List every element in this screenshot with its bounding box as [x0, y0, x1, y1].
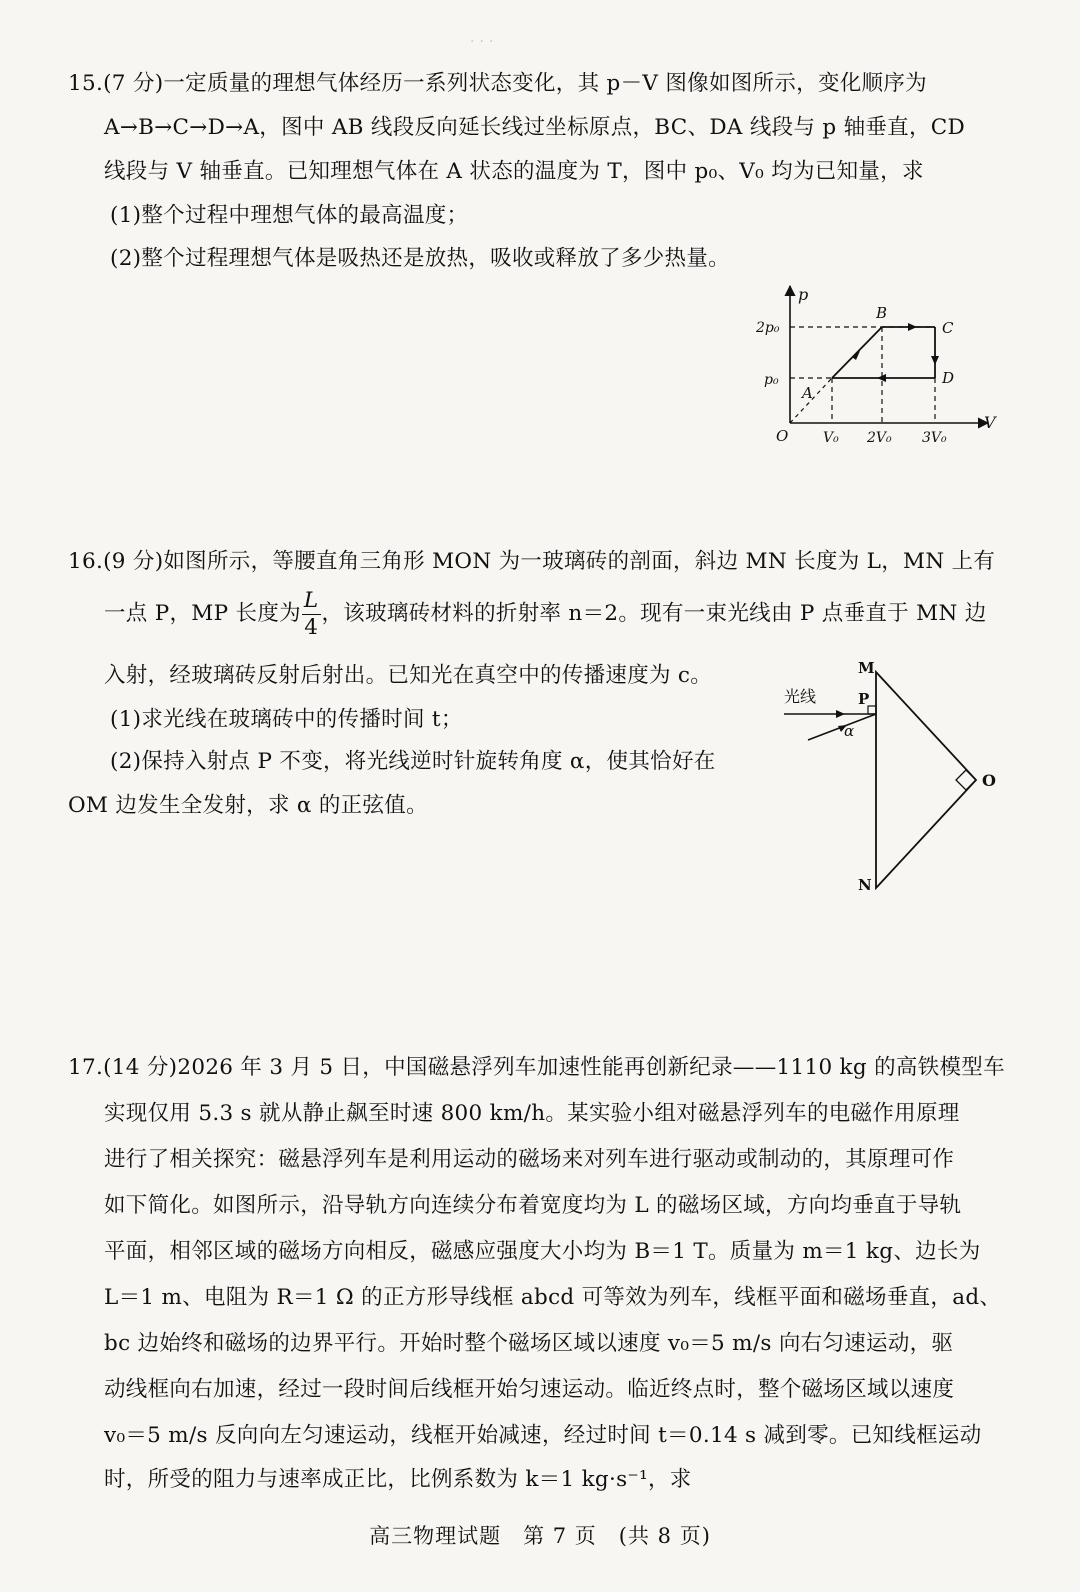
q16-line-6: OM 边发生全发射，求 α 的正弦值。 [68, 793, 428, 818]
tick-2p0: 2p₀ [756, 320, 780, 336]
q17-line-4: 如下简化。如图所示，沿导轨方向连续分布着宽度均为 L 的磁场区域，方向均垂直于导轨 [104, 1193, 962, 1218]
triangle-mon [876, 672, 976, 888]
q16-line-2-suffix: ，该玻璃砖材料的折射率 n＝2。现有一束光线由 P 点垂直于 MN 边 [321, 601, 987, 626]
q17-line-3: 进行了相关探究：磁悬浮列车是利用运动的磁场来对列车进行驱动或制动的，其原理可作 [104, 1147, 955, 1172]
q15-line-1: 15.(7 分)一定质量的理想气体经历一系列状态变化，其 p－V 图像如图所示，变化顺序为 [68, 71, 927, 96]
q16-subquestion-1: (1)求光线在玻璃砖中的传播时间 t； [110, 707, 463, 732]
q17-line-10: 时，所受的阻力与速率成正比，比例系数为 k＝1 kg·s⁻¹，求 [104, 1467, 692, 1492]
right-angle-mark-o [956, 770, 976, 790]
q16-line-1: 16.(9 分)如图所示，等腰直角三角形 MON 为一玻璃砖的剖面，斜边 MN 长度为 L，MN 上有 [68, 549, 996, 574]
incident-ray-arrow [836, 710, 845, 718]
prism-diagram [780, 658, 1020, 908]
segment-ab [832, 327, 882, 378]
q17-line-5: 平面，相邻区域的磁场方向相反，磁感应强度大小均为 B＝1 T。质量为 m＝1 kg、边长为 [104, 1239, 981, 1264]
arrow-cd [931, 356, 939, 365]
fraction-l-over-4 [302, 590, 321, 638]
axis-label-p: p [798, 285, 809, 304]
page-footer: 高三物理试题 第 7 页 (共 8 页) [369, 1524, 711, 1548]
point-label-d: D [942, 369, 955, 387]
q16-line-3: 入射，经玻璃砖反射后射出。已知光在真空中的传播速度为 c。 [104, 663, 713, 688]
label-alpha: α [844, 722, 855, 740]
q15-subquestion-1: (1)整个过程中理想气体的最高温度； [110, 203, 469, 228]
q15-line-2: A→B→C→D→A，图中 AB 线段反向延长线过坐标原点，BC、DA 线段与 p 轴垂直，CD [104, 115, 966, 140]
q15-subquestion-2: (2)整个过程理想气体是吸热还是放热，吸收或释放了多少热量。 [110, 246, 730, 271]
fraction-denominator: 4 [304, 614, 319, 640]
tick-v0: V₀ [823, 430, 839, 446]
q17-line-9: v₀＝5 m/s 反向向左匀速运动，线框开始减速，经过时间 t＝0.14 s 减到零。已知线框运动 [104, 1423, 982, 1448]
fraction-numerator: L [303, 588, 319, 613]
origin-label: O [776, 427, 789, 445]
arrow-bc [908, 323, 917, 331]
tick-p0: p₀ [764, 372, 779, 388]
tick-3v0: 3V₀ [922, 430, 947, 446]
q17-line-1: 17.(14 分)2026 年 3 月 5 日，中国磁悬浮列车加速性能再创新纪录——1110 kg 的高铁模型车 [68, 1055, 1005, 1080]
point-label-b: B [876, 304, 888, 322]
label-o: O [982, 771, 996, 790]
point-label-c: C [942, 319, 954, 337]
q16-line-2 [104, 590, 987, 638]
q17-line-8: 动线框向右加速，经过一段时间后线框开始匀速运动。临近终点时，整个磁场区域以速度 [104, 1377, 955, 1402]
q17-line-2: 实现仅用 5.3 s 就从静止飙至时速 800 km/h。某实验小组对磁悬浮列车的电磁作用原理 [104, 1101, 960, 1126]
q16-subquestion-2: (2)保持入射点 P 不变，将光线逆时针旋转角度 α，使其恰好在 [110, 749, 716, 774]
label-light: 光线 [784, 687, 817, 706]
q16-line-2-prefix: 一点 P，MP 长度为 [104, 601, 301, 626]
q17-line-6: L＝1 m、电阻为 R＝1 Ω 的正方形导线框 abcd 可等效为列车，线框平面和磁场垂直，ad、 [104, 1285, 1002, 1310]
axis-label-v: V [984, 413, 996, 432]
q17-line-7: bc 边始终和磁场的边界平行。开始时整个磁场区域以速度 v₀＝5 m/s 向右匀速运动，驱 [104, 1331, 954, 1356]
q15-line-3: 线段与 V 轴垂直。已知理想气体在 A 状态的温度为 T，图中 p₀、V₀ 均为已知量，求 [104, 159, 924, 184]
label-p: P [858, 690, 870, 708]
tick-2v0: 2V₀ [867, 430, 892, 446]
header-faint-text: · · · [470, 34, 494, 50]
label-m: M [858, 659, 875, 677]
pv-diagram [750, 278, 1010, 458]
label-n: N [858, 876, 872, 894]
point-label-a: A [802, 384, 813, 402]
